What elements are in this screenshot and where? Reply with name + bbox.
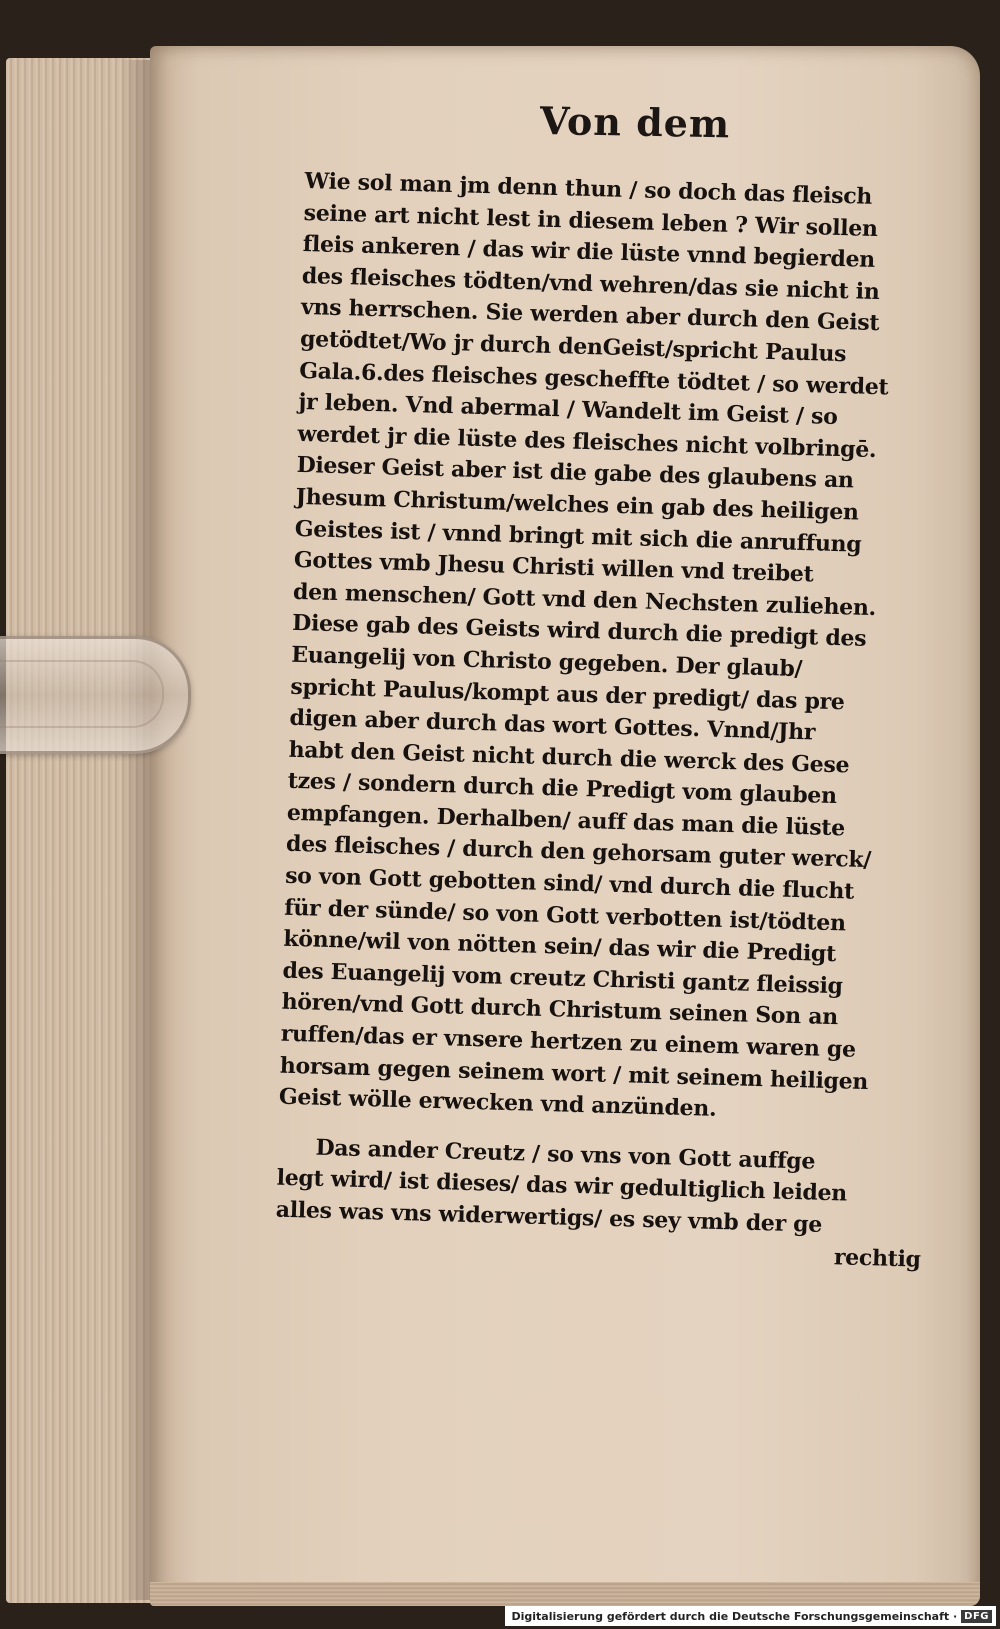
text-line: könne/wil von nötten sein/ das wir die Predigt (283, 925, 837, 968)
catchword: rechtig (833, 1243, 922, 1273)
body-text (275, 166, 985, 1277)
text-line: für der sünde/ so von Gott verbotten ist/tödten (283, 894, 847, 937)
running-head: Von dem (539, 97, 731, 147)
text-line: legt wird/ ist dieses/ das wir gedultiglich leiden (276, 1165, 848, 1207)
text-line: jr leben. Vnd abermal / Wandelt im Geist / so (298, 389, 838, 431)
text-line: des fleisches / durch den gehorsam guter werck/ (285, 831, 872, 874)
text-line: Gala.6.des fleisches gescheffte tödtet / so werdet (298, 357, 889, 400)
text-line: Wie sol man jm denn thun / so doch das fleisch (304, 167, 873, 210)
text-line: seine art nicht lest in diesem leben ? Wir sollen (303, 199, 879, 242)
text-line: vns herrschen. Sie werden aber durch den Geist (300, 294, 880, 337)
text-line: habt den Geist nicht durch die werck des Gese (288, 736, 850, 779)
text-line: Dieser Geist aber ist die gabe des glaubens an (296, 452, 855, 494)
bookmark-clip-inner (0, 660, 164, 728)
text-line: Geistes ist / vnnd bringt mit sich die anruffung (294, 515, 862, 558)
page-edges-bottom (150, 1582, 980, 1606)
text-line: des Euangelij vom creutz Christi gantz fleissig (282, 957, 844, 1000)
text-line: empfangen. Derhalben/ auff das man die lüste (286, 799, 846, 842)
text-line: getödtet/Wo jr durch denGeist/spricht Paulus (299, 325, 847, 368)
text-line: Jhesum Christum/welches ein gab des heiligen (295, 483, 860, 526)
text-line: Das ander Creutz / so vns von Gott auffge (315, 1134, 816, 1175)
text-line: fleis ankeren / das wir die lüste vnnd begierden (302, 231, 876, 274)
text-line: spricht Paulus/kompt aus der predigt/ das pre (290, 673, 845, 715)
digitization-credit (505, 1606, 996, 1626)
credit-text: Digitalisierung gefördert durch die Deutsche Forschungsgemeinschaft · (511, 1609, 958, 1623)
text-line: ruffen/das er vnsere hertzen zu einem waren ge (280, 1020, 857, 1063)
text-line: des fleisches tödten/vnd wehren/das sie nicht in (301, 262, 880, 305)
text-line: tzes / sondern durch die Predigt vom glauben (287, 768, 838, 810)
text-line: digen aber durch das wort Gottes. Vnnd/Jhr (289, 704, 816, 746)
dfg-logo: DFG (961, 1610, 992, 1623)
text-line: Gottes vmb Jhesu Christi willen vnd treibet (293, 546, 814, 588)
text-line: Geist wölle erwecken vnd anzünden. (278, 1083, 717, 1123)
text-line: Diese gab des Geists wird durch die predigt des (291, 610, 867, 653)
text-line: horsam gegen seinem wort / mit seinem heiligen (279, 1052, 869, 1095)
text-line: werdet jr die lüste des fleisches nicht volbringē. (297, 420, 877, 463)
text-line: so von Gott gebotten sind/ vnd durch die flucht (284, 862, 855, 905)
text-line: hören/vnd Gott durch Christum seinen Son an (281, 989, 839, 1031)
text-line: den menschen/ Gott vnd den Nechsten zuliehen. (292, 578, 877, 621)
text-line: alles was vns widerwertigs/ es sey vmb der ge (275, 1196, 823, 1238)
text-line: Euangelij von Christo gegeben. Der glaub/ (290, 641, 803, 682)
